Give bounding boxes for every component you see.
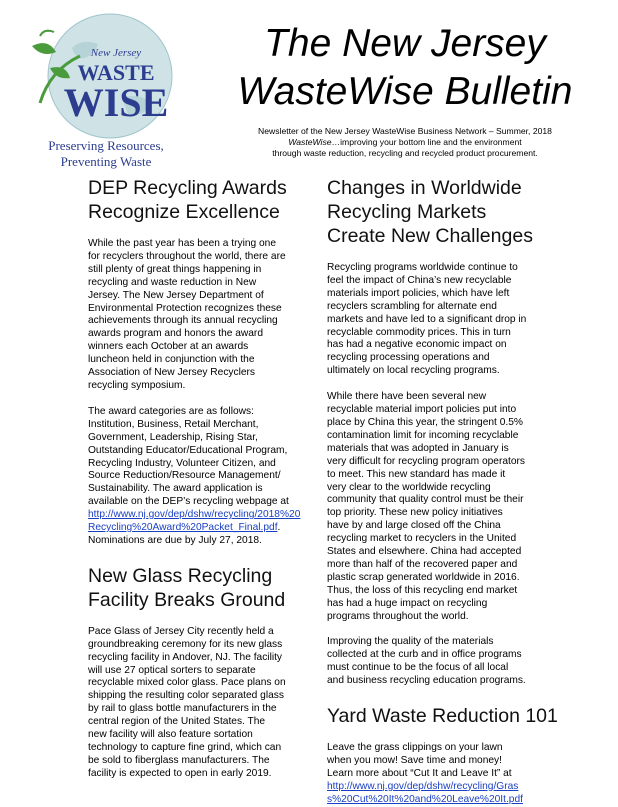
left-column (88, 176, 358, 781)
link-line[interactable]: http://www.nj.gov/dep/dshw/recycling/Gras (327, 780, 519, 792)
text-line: ultimately on local recycling programs. (327, 365, 500, 377)
logo-graphic (10, 8, 180, 174)
text-line: contamination limit for incoming recyclable (327, 429, 519, 441)
recycling-markets-paragraph-1 (327, 262, 597, 378)
text-line: has had a huge impact on recycling (327, 597, 488, 609)
text-line: feel the impact of China’s new recyclable (327, 274, 512, 286)
text-line: While there have been several new (327, 391, 487, 403)
text-line: facility is expected to open in early 2019. (88, 767, 272, 779)
tagline-line-2-rest: …improving your bottom line and the environment (331, 137, 522, 147)
text-line: available on the DEP’s recycling webpage at (88, 496, 289, 508)
text-line: very clear to the worldwide recycling (327, 481, 491, 493)
logo-word-wise: WISE (63, 80, 169, 125)
text-line: recycling and waste reduction in New (88, 276, 257, 288)
text-line: programs throughout the world. (327, 610, 469, 622)
text-line: recycling processing operations and (327, 352, 490, 364)
text-line: recyclable commodity prices. This in turn (327, 326, 511, 338)
text-line: materials that was adopted in January is (327, 442, 509, 454)
text-line: Nominations are due by July 27, 2018. (88, 534, 262, 546)
heading-line: Facility Breaks Ground (88, 588, 286, 611)
text-line: be sold to fiberglass manufacturers. The (88, 754, 270, 766)
text-line: Association of New Jersey Recyclers (88, 367, 256, 379)
text-line: more than half of the recovered paper and (327, 558, 518, 570)
text-line: achievements through its annual recycling (88, 315, 278, 327)
recycling-markets-paragraph-3 (327, 636, 597, 688)
text-line: Jersey. The New Jersey Department of (88, 289, 264, 301)
text-line: will use 27 optical sorters to separate (88, 664, 256, 676)
recycling-markets-paragraph-2 (327, 391, 597, 623)
text-line: have by and large closed off the China (327, 520, 501, 532)
text-line: Recycling Industry, Volunteer Citizen, and (88, 457, 276, 469)
text-line: has had a negative economic impact on (327, 339, 507, 351)
text-line: still plenty of great things happening in (88, 263, 262, 275)
heading-line: New Glass Recycling (88, 564, 273, 587)
tagline-line-2 (200, 137, 610, 148)
dep-awards-paragraph-1 (88, 238, 358, 393)
tagline-line-3: through waste reduction, recycling and recycled product procurement. (272, 148, 538, 158)
bulletin-title (200, 20, 610, 116)
text-line: very difficult for recycling program operators (327, 455, 525, 467)
text-line: States and elsewhere. China had accepted (327, 546, 522, 558)
text-line: and business recycling education programs. (327, 675, 526, 687)
text-line: Recycling programs worldwide continue to (327, 262, 518, 273)
logo-state: New Jersey (90, 47, 142, 59)
article-heading-glass-facility (88, 564, 358, 612)
award-packet-link[interactable] (88, 509, 300, 533)
heading-line: Changes in Worldwide (327, 177, 522, 199)
text-line: Improving the quality of the materials (327, 636, 494, 648)
text-line: awards program and honors the award (88, 328, 263, 340)
text-line: Pace Glass of Jersey City recently held a (88, 625, 274, 637)
text-line: recycling symposium. (88, 379, 186, 391)
text-line: shipping the resulting color separated glass (88, 690, 284, 702)
text-line: Environmental Protection recognizes these (88, 302, 282, 314)
yard-waste-paragraph (327, 742, 597, 807)
newsletter-tagline (200, 126, 610, 159)
text-line: central region of the United States. The (88, 716, 266, 728)
text-line: new facility will also feature sortation (88, 729, 253, 741)
text-line: winners each October at an awards (88, 341, 249, 353)
text-line: recyclable material import policies put into (327, 404, 517, 416)
tagline-line-1: Newsletter of the New Jersey WasteWise Business Network – Summer, 2018 (258, 126, 552, 136)
text-line: recyclers scrambling for alternate end (327, 300, 497, 312)
heading-line: Recycling Markets (327, 201, 487, 223)
text-line: for recyclers throughout the world, there are (88, 250, 286, 262)
article-heading-recycling-markets (327, 176, 597, 248)
text-line: Source Reduction/Resource Management/ (88, 470, 281, 482)
cut-it-and-leave-it-link[interactable] (327, 781, 523, 805)
text-line: While the past year has been a trying one (88, 238, 277, 249)
title-line-1: The New Jersey (264, 22, 546, 65)
logo-slogan-line2: Preventing Waste (60, 154, 152, 169)
text-line: recycling market to recyclers in the United (327, 533, 517, 545)
text-line: technology to capture fine grind, which can (88, 742, 282, 753)
text-line: by rail to glass bottle manufacturers in the (88, 703, 277, 715)
dep-awards-paragraph-2 (88, 406, 358, 548)
wastewise-logo (10, 8, 180, 174)
text-line: top priority. These new policy initiatives (327, 507, 503, 519)
tagline-wastewise: WasteWise (288, 137, 332, 147)
text-line: Learn more about “Cut It and Leave It” at (327, 767, 512, 779)
text-line: place by China this year, the stringent 0.5% (327, 416, 523, 428)
text-line: The award categories are as follows: (88, 405, 254, 417)
text-line: luncheon held in conjunction with the (88, 354, 255, 366)
text-line: Outstanding Educator/Educational Program, (88, 444, 288, 456)
right-column (327, 176, 597, 807)
article-heading-dep-awards (88, 176, 358, 224)
text-line: recyclable mixed color glass. Pace plans on (88, 677, 286, 689)
heading-line: DEP Recycling Awards (88, 177, 287, 199)
text-line: Leave the grass clippings on your lawn (327, 742, 503, 754)
text-line: Government, Leadership, Rising Star, (88, 431, 258, 443)
text-line: must continue to be the focus of all local (327, 662, 509, 674)
leaf-icon (32, 43, 56, 54)
text-line: plastic scrap generated worldwide in 2016. (327, 571, 520, 583)
heading-line: Recognize Excellence (88, 201, 280, 223)
title-line-2: WasteWise Bulletin (237, 70, 573, 113)
heading-line: Create New Challenges (327, 225, 533, 247)
text-line: Institution, Business, Retail Merchant, (88, 418, 259, 430)
glass-facility-paragraph (88, 626, 358, 781)
link-line[interactable]: Recycling%20Award%20Packet_Final.pdf (88, 522, 278, 534)
text-line: groundbreaking ceremony for its new glass (88, 638, 283, 650)
link-suffix: . (277, 522, 281, 534)
link-line[interactable]: s%20Cut%20It%20and%20Leave%20It.pdf (327, 793, 523, 805)
text-line: markets and have led to a significant drop in (327, 313, 527, 325)
text-line: Sustainability. The award application is (88, 483, 263, 495)
text-line: collected at the curb and in office programs (327, 649, 522, 661)
link-line[interactable]: http://www.nj.gov/dep/dshw/recycling/2018%20 (88, 509, 301, 521)
logo-word-waste: WASTE (77, 60, 155, 85)
text-line: Thus, the loss of this recycling end market (327, 584, 518, 596)
text-line: materials import policies, which have left (327, 287, 510, 299)
text-line: recycling facility in Andover, NJ. The facility (88, 651, 283, 663)
text-line: community that quality control must be their (327, 494, 524, 506)
logo-slogan-line1: Preserving Resources, (48, 138, 164, 153)
text-line: when you mow! Save time and money! (327, 755, 502, 766)
text-line: to meet. This new standard has made it (327, 468, 506, 480)
article-heading-yard-waste: Yard Waste Reduction 101 (327, 705, 558, 728)
